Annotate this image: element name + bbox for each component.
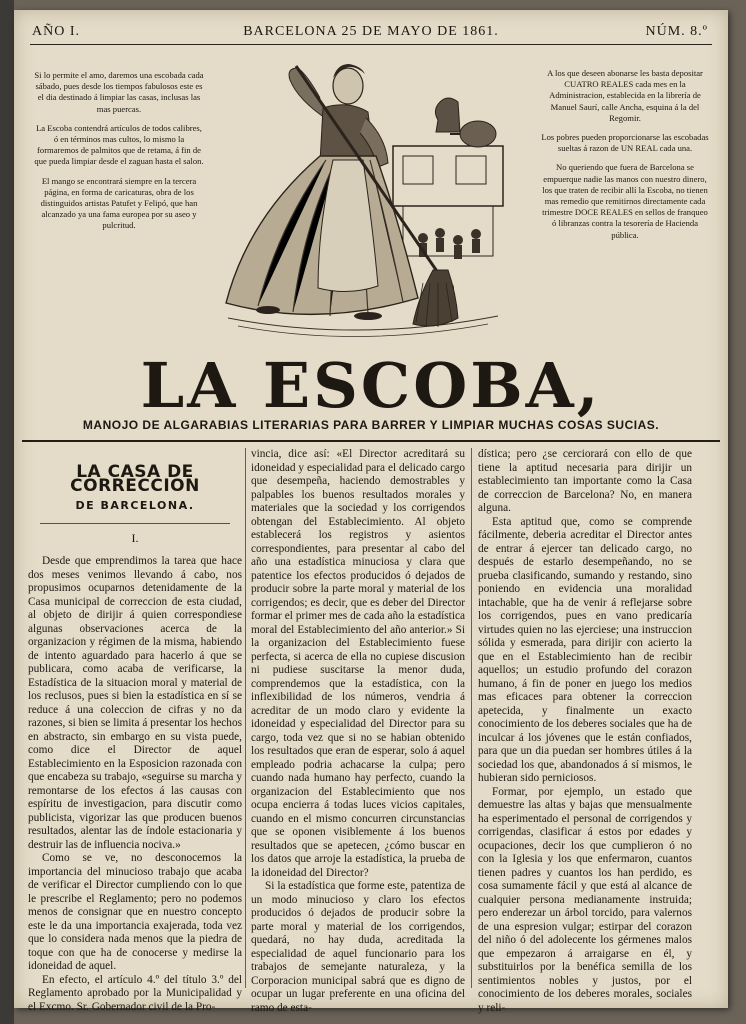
article-column-1: [28, 448, 242, 1013]
column-divider: [471, 448, 472, 988]
dateline: [30, 22, 712, 45]
issue-year: AÑO I.: [32, 24, 80, 39]
issue-number: NÚM. 8.º: [645, 24, 708, 39]
issue-date: BARCELONA 25 DE MAYO DE 1861.: [243, 24, 499, 39]
woman-sweeping-illustration: [208, 48, 518, 348]
column-divider: [245, 448, 246, 988]
article-paragraph: Desde que emprendimos la tarea que hace dos meses venimos llevando á cabo, nos propusimos ocuparnos detenidamente de la Casa municipal de correccion de esta ciudad, al objeto de dirijir á quien correspondiese algunas observaciones acerca de la organizacion y régimen de la misma, habiendo de intento aguardado para hacerlo á que se publicara, como acaba de verificarse, la Estadística de la situacion moral y material de los reclusos, pues si bien la estadística en sí se reduce á una coleccion de cifras y no da razones, si bien se limita á presentar los hechos en abstracto, sin embargo en su vista puede, como dice el Director de aquel Establecimiento en la Esposicion razonada con que encabeza su trabajo, «seguirse su marcha y remontarse de los efectos á las causas con espíritu de investigacion, para discutir como publicista, vigorizar las que producen buenos resultados, alentar las de índole estacionaria y destruir las de influencia nociva.»: [28, 555, 242, 851]
notice-paragraph: El mango se encontrará siempre en la tercera página, en forma de caricaturas, obra de los distinguidos artistas Patufet y Felipó, que han alcanzado ya una fama europea por su aseo y pulcritud.: [40, 175, 198, 231]
article-paragraph: Si la estadística que forme este, patentiza de un modo minucioso y claro los efectos producidos ó dejados de producir sobre la parte moral y material de los corrigendos, quedará, no hay duda, acreditada la especialidad de aquel funcionario para los trabajos de semejante naturaleza, y la Corporacion municipal sabrá que es digno de ocupar un lugar preferente en una oficina del ramo de esta-: [251, 880, 465, 1014]
article-paragraph: vincia, dice así: «El Director acreditará su idoneidad y especialidad para el delicado cargo que desempeña, haciendo demostrables y palpables los buenos resultados morales y materiales que la sociedad y los corrigendos obtengan del Establecimiento. Al objeto establecerá los registros y asientos correspondientes, para presentar al cabo del año una estadística minuciosa y clara que patentice los efectos producidos ó dejados de producir sobre la parte moral y material de los corrigendos; es decir, que es deber del Director formar el primer mes de cada año la estadística moral del Establecimiento del año anterior.» Si la organizacion del Establecimiento fuese perfecta, si acerca de ella no cupiese discusion ni pudiese suscitarse la menor duda, comprendemos que la estadística, con la inflexibilidad de los números, vendria á acreditar de un modo claro y evidente la idoneidad y especialidad del Director para su cargo, toda vez que si no se habian obtenido los resultados que eran de esperar, solo á aquel empleado podria achacarse la culpa; pero cuando nada humano hay perfecto, cuando la organizacion del Establecimiento que nos ocupa encierra á todas luces vicios capitales, cuando en el mismo concurren circunstancias que se oponen visiblemente á los buenos resultados que se apetecen, ¿cómo buscar en los datos que arroje la estadística, la prueba de la idoneidad del Director?: [251, 448, 465, 879]
article-paragraph: Como se ve, no desconocemos la importancia del minucioso trabajo que acaba de verificar el Director cumpliendo con lo que le prescribe el Reglamento; pero no podemos menos de consignar que en nuestro concepto este le da una importancia exajerada, toda vez que lo considera nada menos que la piedra de toque con que ha de conocerse y medirse la idoneidad de aquel.: [28, 852, 242, 972]
article-paragraph: Esta aptitud que, como se comprende fácilmente, deberia acreditar el Director antes de entrar á ejercer tan delicado cargo, no después de estarlo desempeñando, no se prueba clasificando, sumando y restando, sino poniendo en evidencia una moralidad intachable, que ha de venir á reflejarse sobre los corrigendos, pues en vano predicaría virtudes quien no las ejerciese; una instruccion sólida y esmerada, para dirijir con acierto la que en el Establecimiento han de recibir aquellos; un estudio profundo del corazon humano, á fin de poner en juego los medios mas eficaces para obtener la correccion apetecida, y finalmente un exacto conocimiento de los deberes sociales que ha de inculcar á los jóvenes que le están confiados, para que un dia puedan ser hombres útiles á la sociedad los que, abandonados á sí mismos, le hubieran sido perniciosos.: [478, 515, 692, 784]
newspaper-page: [14, 10, 728, 1014]
notice-paragraph: Los pobres pueden proporcionarse las escobadas sueltas á razon de UN REAL cada una.: [541, 132, 709, 154]
scan-border: [0, 0, 14, 1024]
newspaper-subtitle: MANOJO DE ALGARABIAS LITERARIAS PARA BARRER Y LIMPIAR MUCHAS COSAS SUCIAS.: [82, 418, 660, 432]
notice-paragraph: A los que deseen abonarse les basta depositar CUATRO REALES cada mes en la Administracion, establecida en la librería de Manuel Saurí, calle Ancha, esquina á la del Regomir.: [547, 68, 703, 123]
right-notice: [540, 68, 710, 249]
article-paragraph: Formar, por ejemplo, un estado que demuestre las altas y bajas que mensualmente ha esperimentado el personal de corrigendos y corrigendas, clasificar á estos por edades y ocupaciones, decir los que cumplieron ó no con la Iglesia y los que enfermaron, cuantos tienen padres y cuantos los han perdido, es cosa sumamente fácil y que está al alcance de cualquier persona medianamente instruida; pero enderezar un árbol torcido, para valernos de una espresion vulgar; estirpar del corazon del niño ó del adolecente los gérmenes malos que empezaron á arraigarse en él, y substituirlos por la benéfica semilla de los sentimientos nobles y justos, por el conocimiento de los deberes morales, sociales y reli-: [478, 785, 692, 1014]
article-paragraph: En efecto, el artículo 4.º del título 3.º del Reglamento aprobado por la Municipalidad y el Excmo. Sr. Gobernador civil de la Pro-: [28, 973, 242, 1013]
article-title: LA CASA DE CORRECCION: [70, 462, 200, 496]
section-numeral: I.: [131, 530, 139, 545]
article-paragraph: dística; pero ¿se cerciorará con ello de que tiene la aptitud necesaria para dirijir un establecimiento tan importante como la Casa de correccion de Barcelona? No, en manera alguna.: [478, 448, 692, 514]
article-title-rule: [40, 523, 230, 524]
article-column-3: [478, 448, 692, 1014]
notice-paragraph: La Escoba contendrá artículos de todos calibres, ó en términos mas cultos, lo mismo la formaremos de palmitos que de retama, á fin de que pueda limpiar desde el zaguan hasta el salon.: [34, 122, 204, 167]
article-column-2: [251, 448, 465, 1014]
notice-paragraph: Si lo permite el amo, daremos una escobada cada sábado, pues desde los tiempos fabulosos este es el dia destinado á limpiar las casas, inclusas las mas puercas.: [34, 70, 204, 114]
notice-paragraph: No queriendo que fuera de Barcelona se empuerque nadie las manos con nuestro dinero, los que traten de recibir allí la Escoba, no tienen mas remedio que remitirnos directamente cada trimestre DOCE REALES en sellos de franqueo ó libranzas contra la tesorería de Hacienda pública.: [542, 162, 708, 240]
left-notice: [34, 70, 204, 240]
newspaper-title: LA ESCOBA,: [140, 349, 602, 422]
article-subtitle: DE BARCELONA.: [75, 499, 195, 512]
masthead-rule: [22, 440, 720, 442]
